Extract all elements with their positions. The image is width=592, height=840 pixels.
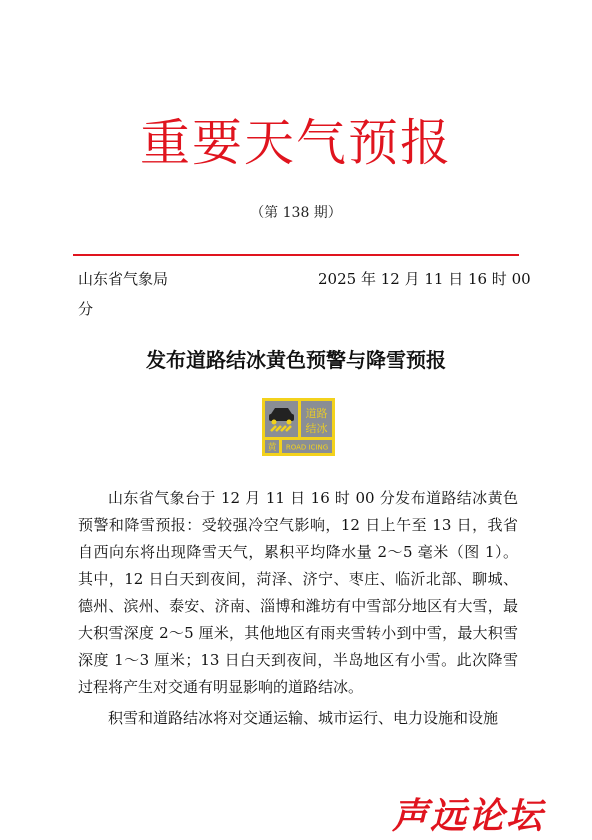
issuer: [78, 264, 168, 324]
icon-label-cn-1: 道路: [305, 407, 328, 420]
document-body: [78, 485, 518, 732]
datetime-wrap: 分: [78, 300, 94, 318]
red-divider: [73, 254, 519, 256]
issuer-name: 山东省气象局: [78, 270, 169, 288]
icon-label-en: ROAD ICING: [285, 443, 329, 452]
icon-level-label: 黄: [267, 443, 277, 453]
issue-number: （第 138 期）: [250, 205, 342, 221]
issue-datetime: 2025 年 12 月 11 日 16 时 00: [318, 270, 531, 288]
paragraph: 积雪和道路结冰将对交通运输、城市运行、电力设施和设施: [108, 709, 499, 727]
document-headline: 重要天气预报: [140, 114, 452, 172]
forum-watermark: 声远论坛: [392, 796, 545, 837]
warning-subtitle: 发布道路结冰黄色预警与降雪预报: [146, 348, 446, 372]
road-icing-warning-icon: [262, 398, 335, 456]
icon-label-cn-2: 结冰: [305, 422, 328, 435]
paragraph: 山东省气象台于 12 月 11 日 16 时 00 分发布道路结冰黄色预警和降雪预报：受较强冷空气影响，12 日上午至 13 日，我省自西向东将出现降雪天气，累积平均降水量 2～5 毫米（图 1）。其中，12 日白天到夜间，菏泽、济宁、枣庄、临沂北部、聊城、德州、滨州、泰安、济南、淄博和潍坊有中雪部分地区有大雪，最大积雪深度 2～5 厘米，其他地区有雨夹雪转小到中雪，最大积雪深度 1～3 厘米；13 日白天到夜间，半岛地区有小雪。此次降雪过程将产生对交通有明显影响的道路结冰。: [78, 489, 518, 696]
